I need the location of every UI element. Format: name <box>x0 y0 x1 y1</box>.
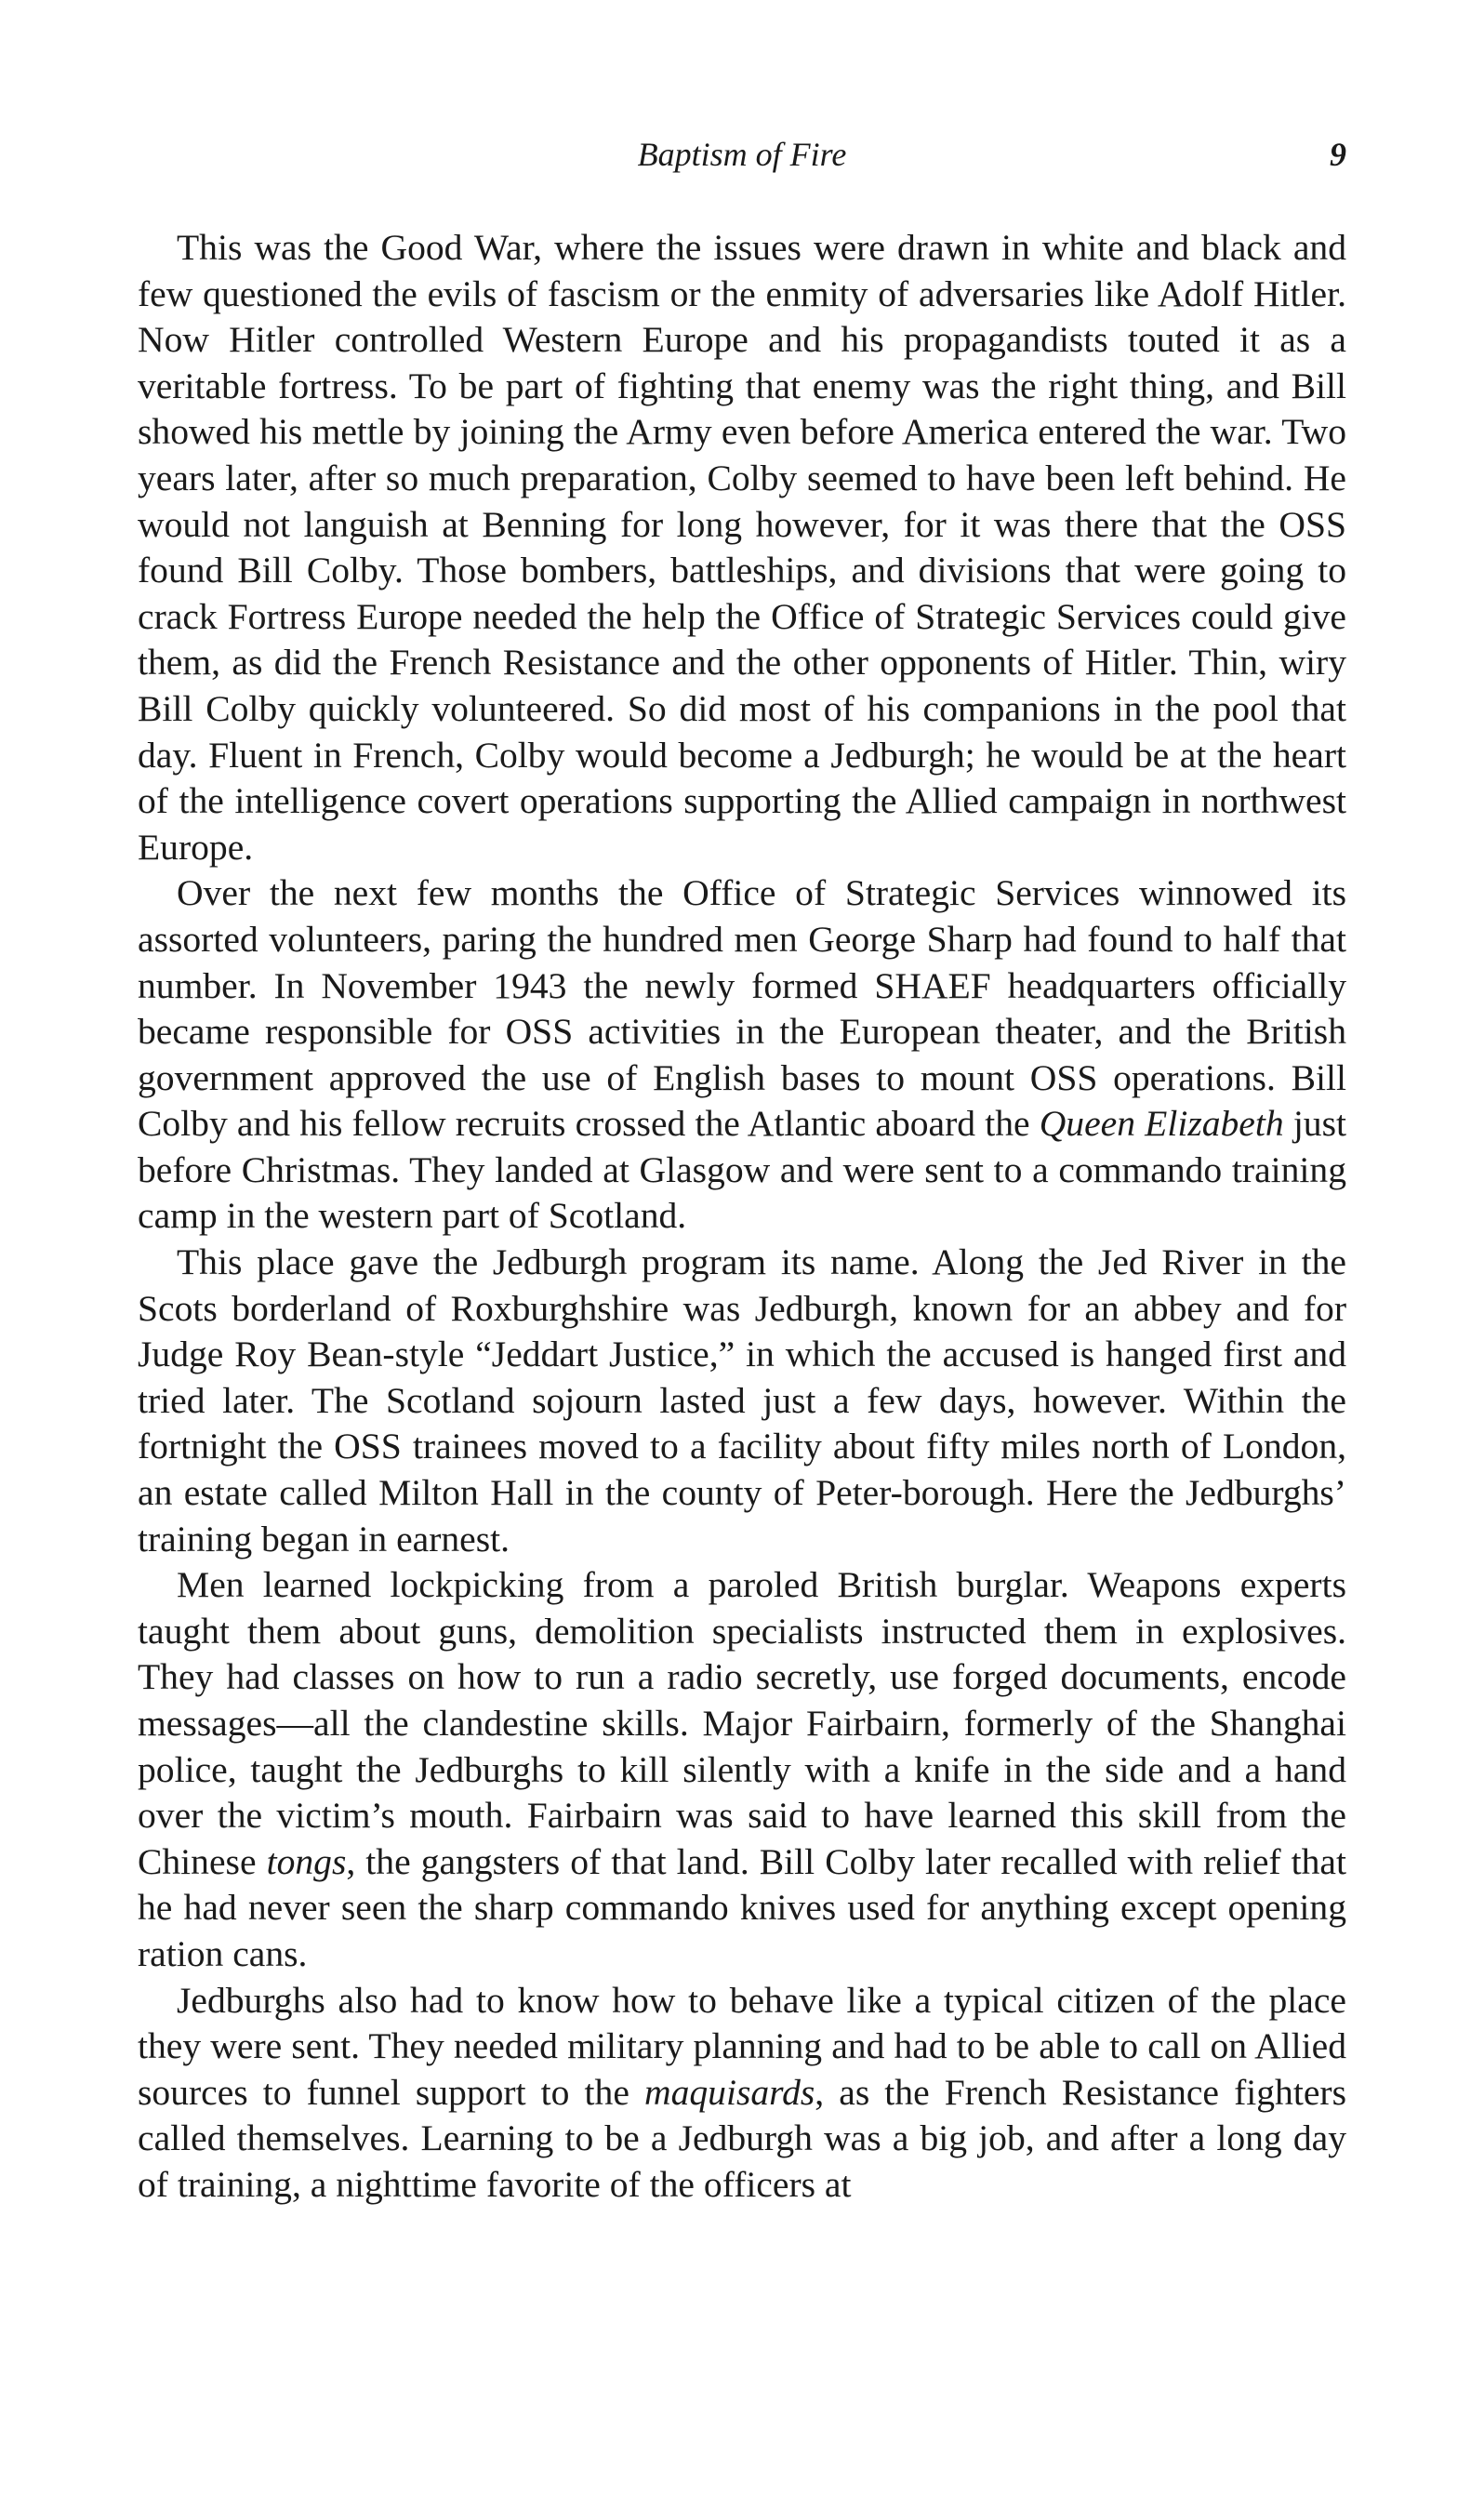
paragraph-4-text-b: , the gangsters of that land. Bill Colby later recalled with relief that he had never seen the sharp commando knives used for anything except opening ration cans. <box>138 1840 1346 1974</box>
maquisards-italic: maquisards <box>644 2071 815 2113</box>
tongs-italic: tongs <box>266 1840 347 1882</box>
paragraph-4-text-a: Men learned lockpicking from a paroled British burglar. Weapons experts taught them about guns, demolition specialists instructed them in explosives. They had classes on how to run a radio secretly, use forged documents, encode messages—all the clandestine skills. Major Fairbairn, formerly of the Shanghai police, taught the Jedburghs to kill silently with a knife in the side and a hand over the victim’s mouth. Fairbairn was said to have learned this skill from the Chinese <box>138 1564 1346 1882</box>
paragraph-5 <box>138 1978 1346 2209</box>
paragraph-5-text-b: , as the French Resistance fighters called themselves. Learning to be a Jedburgh was a big job, and after a long day of training, a nighttime favorite of the officers at <box>138 2071 1346 2205</box>
paragraph-2-text-a: Over the next few months the Office of Strategic Services winnowed its assorted volunteers, paring the hundred men George Sharp had found to half that number. In November 1943 the newly formed SHAEF headquarters officially became responsible for OSS activities in the European theater, and the British government approved the use of English bases to mount OSS operations. Bill Colby and his fellow recruits crossed the Atlantic aboard the <box>138 872 1346 1145</box>
paragraph-1-text: This was the Good War, where the issues were drawn in white and black and few questioned the evils of fascism or the enmity of adversaries like Adolf Hitler. Now Hitler controlled Western Europe and his propagandists touted it as a veritable fortress. To be part of fighting that enemy was the right thing, and Bill showed his mettle by joining the Army even before America entered the war. Two years later, after so much preparation, Colby seemed to have been left behind. He would not languish at Benning for long however, for it was there that the OSS found Bill Colby. Those bombers, battleships, and divisions that were going to crack Fortress Europe needed the help the Office of Strategic Services could give them, as did the French Resistance and the other opponents of Hitler. Thin, wiry Bill Colby quickly volunteered. So did most of his companions in the pool that day. Fluent in French, Colby would become a Jedburgh; he would be at the heart of the intelligence covert operations supporting the Allied campaign in northwest Europe. <box>138 227 1346 868</box>
paragraph-4 <box>138 1562 1346 1977</box>
paragraph-3-text: This place gave the Jedburgh program its name. Along the Jed River in the Scots borderland of Roxburghshire was Jedburgh, known for an abbey and for Judge Roy Bean-style “Jeddart Justice,” in which the accused is hanged first and tried later. The Scotland sojourn lasted just a few days, however. Within the fortnight the OSS trainees moved to a facility about fifty miles north of London, an estate called Milton Hall in the county of Peter-borough. Here the Jedburghs’ training began in earnest. <box>138 1241 1346 1559</box>
running-title: Baptism of Fire <box>637 136 847 173</box>
paragraph-2-text-b: just before Christmas. They landed at Glasgow and were sent to a commando training camp in the western part of Scotland. <box>138 1103 1346 1237</box>
ship-name-italic: Queen Elizabeth <box>1039 1103 1284 1145</box>
page-number: 9 <box>1330 136 1346 173</box>
running-head <box>138 132 1346 177</box>
paragraph-2 <box>138 870 1346 1240</box>
body-text <box>138 225 1346 2209</box>
paragraph-3 <box>138 1240 1346 1562</box>
paragraph-5-text-a: Jedburghs also had to know how to behave like a typical citizen of the place they were sent. They needed military planning and had to be able to call on Allied sources to funnel support to the <box>138 1979 1346 2113</box>
paragraph-1 <box>138 225 1346 870</box>
